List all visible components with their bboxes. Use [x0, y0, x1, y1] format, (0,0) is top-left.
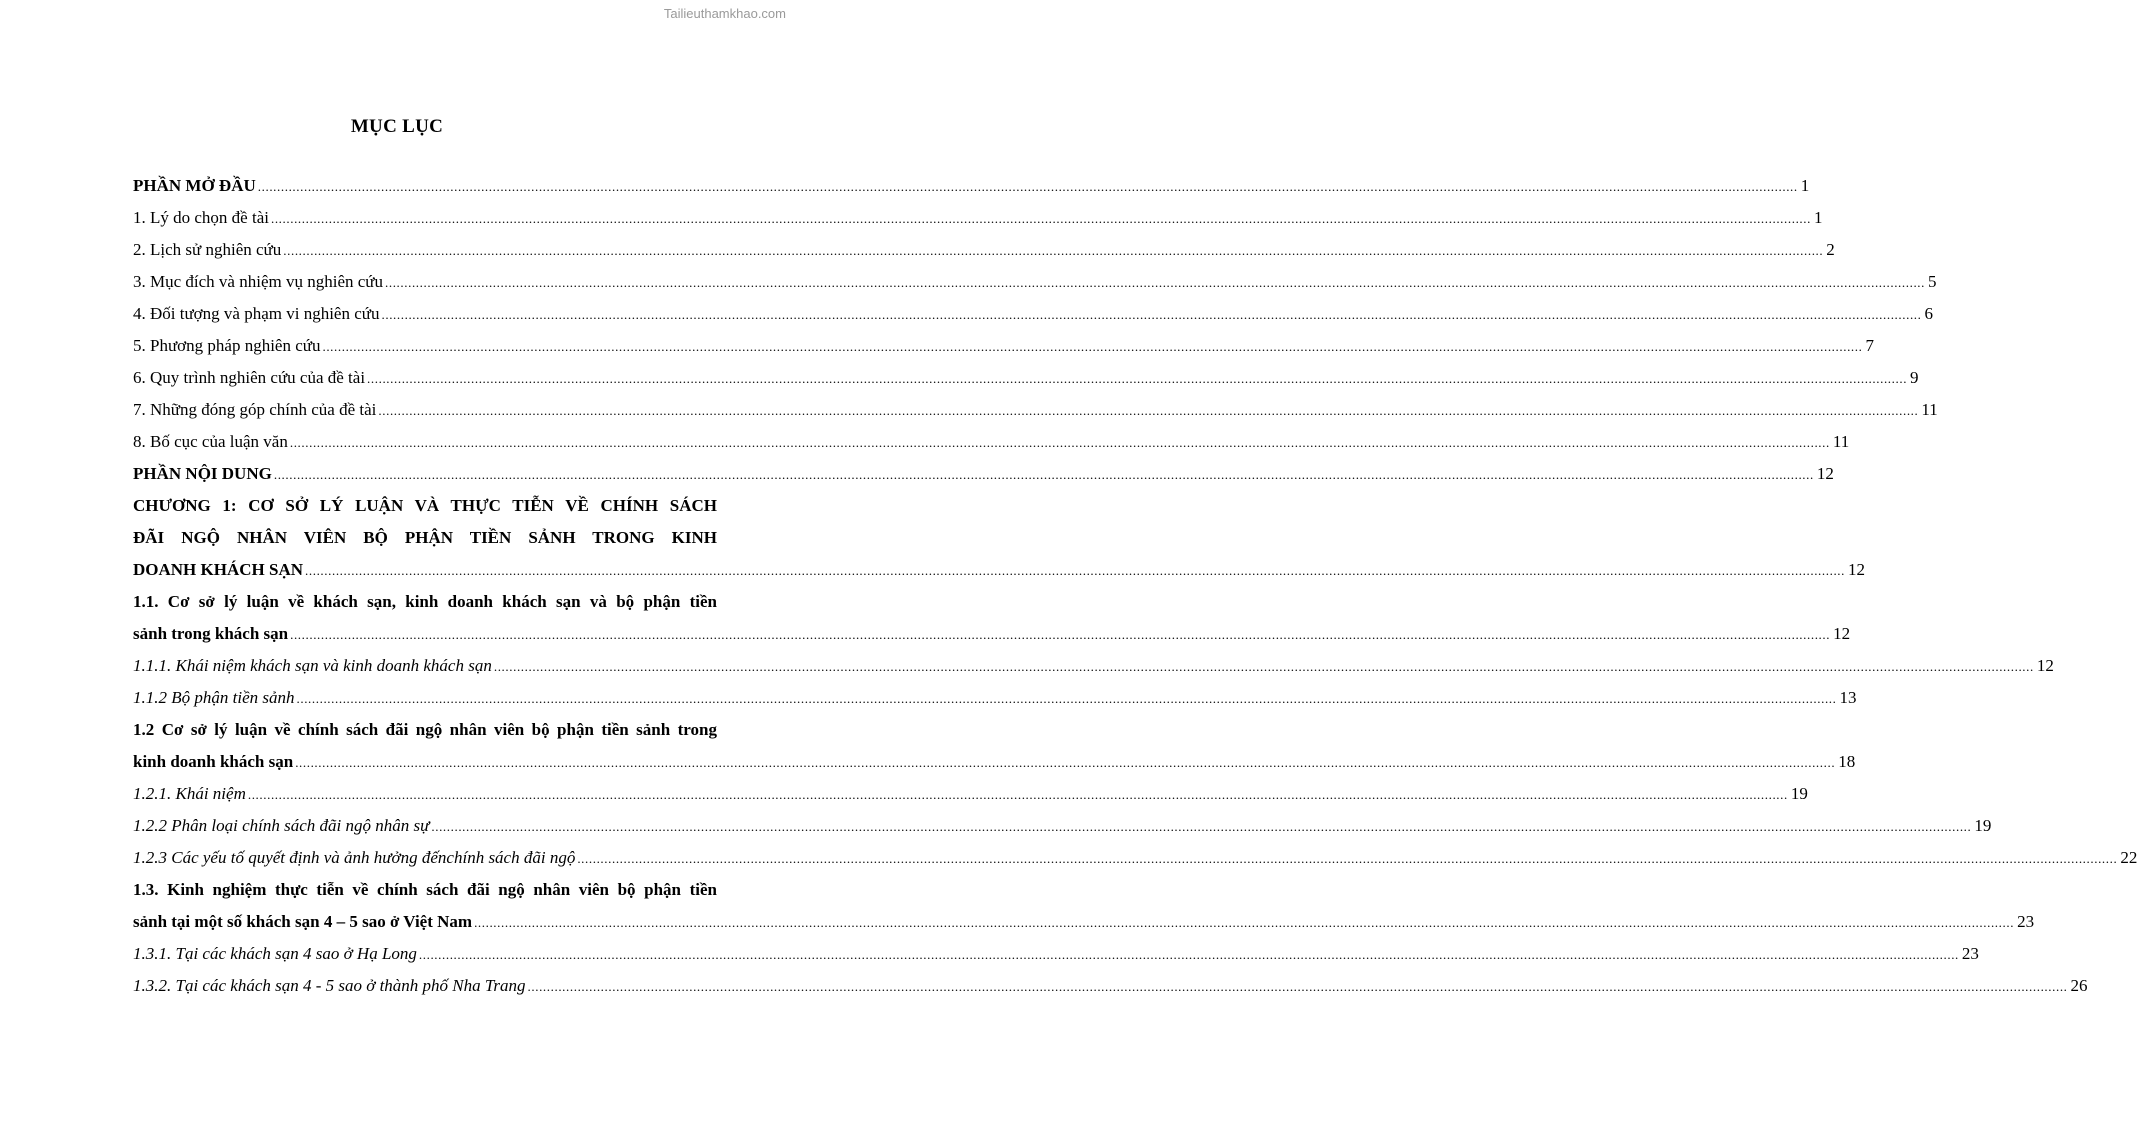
toc-entry-line: ĐÃI NGỘ NHÂN VIÊN BỘ PHẬN TIỀN SẢNH TRONG KINH [133, 528, 717, 547]
toc-entry[interactable] [133, 714, 1856, 778]
toc-entry-label: PHẦN MỞ ĐẦU [133, 176, 256, 195]
toc-entry-row [133, 842, 2137, 874]
toc-entry[interactable] [133, 458, 1834, 490]
toc-entry-label: DOANH KHÁCH SẠN [133, 560, 304, 579]
toc-entry[interactable] [133, 362, 1919, 394]
toc-entry-label: 1.1.1. Khái niệm khách sạn và kinh doanh khách sạn [133, 656, 492, 675]
toc-page-number: 12 [1816, 464, 1834, 483]
toc-entry[interactable] [133, 810, 1992, 842]
toc-entry[interactable] [133, 842, 2137, 874]
toc-entry-row [133, 970, 2088, 1002]
toc-leader-dots: ................................................................................................................................................................................................................................................................................................................................................................................................................ [322, 339, 1863, 354]
toc-entry[interactable] [133, 234, 1835, 266]
toc-entry-row [133, 618, 1851, 650]
toc-page-number: 12 [1833, 624, 1851, 643]
toc-page-number: 12 [1848, 560, 1866, 579]
toc-entry-label: 1.2.3 Các yếu tố quyết định và ảnh hưởng đếnchính sách đãi ngộ [133, 848, 576, 867]
toc-entry-label: 3. Mục đích và nhiệm vụ nghiên cứu [133, 272, 383, 291]
toc-entry-label: 1.2.2 Phân loại chính sách đãi ngộ nhân sự [133, 816, 430, 835]
toc-entry-line: 1.2 Cơ sở lý luận về chính sách đãi ngộ nhân viên bộ phận tiền sảnh trong [133, 720, 717, 739]
toc-leader-dots: ................................................................................................................................................................................................................................................................................................................................................................................................................ [270, 211, 1811, 226]
toc-entry-row [133, 330, 1874, 362]
toc-entry-label: 7. Những đóng góp chính của đề tài [133, 400, 377, 419]
toc-entry-row [133, 426, 1850, 458]
toc-leader-dots: ................................................................................................................................................................................................................................................................................................................................................................................................................ [296, 691, 1837, 706]
toc-page-number: 5 [1928, 272, 1937, 291]
toc-entry-label: 1.3.1. Tại các khách sạn 4 sao ở Hạ Long [133, 944, 417, 963]
toc-leader-dots: ................................................................................................................................................................................................................................................................................................................................................................................................................ [283, 243, 1824, 258]
toc-entry[interactable] [133, 874, 2035, 938]
toc-entry[interactable] [133, 490, 1866, 586]
toc-entry-label: 1. Lý do chọn đề tài [133, 208, 269, 227]
toc-leader-dots: ................................................................................................................................................................................................................................................................................................................................................................................................................ [378, 403, 1919, 418]
toc-entry-label: 6. Quy trình nghiên cứu của đề tài [133, 368, 366, 387]
toc-entry[interactable] [133, 266, 1937, 298]
toc-entry-label: sảnh trong khách sạn [133, 624, 289, 643]
toc-page-number: 11 [1921, 400, 1938, 419]
toc-entry-row [133, 170, 1810, 202]
toc-entry-label: 4. Đối tượng và phạm vi nghiên cứu [133, 304, 380, 323]
toc-page-number: 19 [1974, 816, 1992, 835]
toc-entry[interactable] [133, 650, 2054, 682]
toc-entry-label: 1.1.2 Bộ phận tiền sảnh [133, 688, 295, 707]
table-of-contents [133, 170, 2137, 1002]
toc-entry-row [133, 778, 1808, 810]
toc-entry-row [133, 682, 1857, 714]
toc-entry-row [133, 938, 1979, 970]
toc-entry-line: 1.3. Kinh nghiệm thực tiễn về chính sách đãi ngộ nhân viên bộ phận tiền [133, 880, 717, 899]
toc-entry[interactable] [133, 938, 1979, 970]
toc-entry-row [133, 362, 1919, 394]
toc-entry-row [133, 458, 1834, 490]
toc-entry[interactable] [133, 426, 1850, 458]
toc-page-number: 26 [2070, 976, 2088, 995]
toc-entry[interactable] [133, 586, 1851, 650]
toc-leader-dots: ................................................................................................................................................................................................................................................................................................................................................................................................................ [418, 947, 1959, 962]
toc-entry-row [133, 266, 1937, 298]
toc-leader-dots: ................................................................................................................................................................................................................................................................................................................................................................................................................ [367, 371, 1908, 386]
toc-entry-label: 1.3.2. Tại các khách sạn 4 - 5 sao ở thành phố Nha Trang [133, 976, 526, 995]
page-title: MỤC LỤC [350, 116, 444, 137]
toc-page-number: 6 [1924, 304, 1933, 323]
toc-entry-label: PHẦN NỘI DUNG [133, 464, 272, 483]
toc-entry[interactable] [133, 394, 1938, 426]
toc-entry-row [133, 810, 1992, 842]
toc-page-number: 2 [1826, 240, 1835, 259]
toc-entry-label: 2. Lịch sử nghiên cứu [133, 240, 282, 259]
toc-page-number: 13 [1839, 688, 1857, 707]
toc-entry-row [133, 394, 1938, 426]
toc-leader-dots: ................................................................................................................................................................................................................................................................................................................................................................................................................ [295, 755, 1836, 770]
toc-page-number: 19 [1790, 784, 1808, 803]
toc-page-number: 9 [1910, 368, 1919, 387]
toc-entry-row [133, 650, 2054, 682]
toc-leader-dots: ................................................................................................................................................................................................................................................................................................................................................................................................................ [289, 435, 1830, 450]
toc-page-number: 12 [2036, 656, 2054, 675]
toc-entry[interactable] [133, 778, 1808, 810]
toc-leader-dots: ................................................................................................................................................................................................................................................................................................................................................................................................................ [305, 563, 1846, 578]
toc-entry-row [133, 202, 1823, 234]
toc-entry-row [133, 234, 1835, 266]
toc-page-number: 7 [1865, 336, 1874, 355]
toc-page-number: 23 [1961, 944, 1979, 963]
toc-entry[interactable] [133, 682, 1857, 714]
toc-leader-dots: ................................................................................................................................................................................................................................................................................................................................................................................................................ [257, 179, 1798, 194]
toc-entry-label: kinh doanh khách sạn [133, 752, 294, 771]
watermark: Tailieuthamkhao.com [663, 6, 786, 21]
toc-leader-dots: ................................................................................................................................................................................................................................................................................................................................................................................................................ [247, 787, 1788, 802]
toc-page-number: 1 [1800, 176, 1810, 195]
toc-entry-row [133, 298, 1933, 330]
toc-entry[interactable] [133, 298, 1933, 330]
toc-page-number: 11 [1832, 432, 1850, 451]
toc-leader-dots: ................................................................................................................................................................................................................................................................................................................................................................................................................ [273, 467, 1814, 482]
toc-entry-row [133, 906, 2035, 938]
toc-leader-dots: ................................................................................................................................................................................................................................................................................................................................................................................................................ [385, 275, 1925, 290]
toc-entry-label: 1.2.1. Khái niệm [133, 784, 246, 803]
toc-entry-row [133, 746, 1856, 778]
toc-leader-dots: ................................................................................................................................................................................................................................................................................................................................................................................................................ [290, 627, 1831, 642]
toc-page-number: 23 [2017, 912, 2035, 931]
toc-entry[interactable] [133, 330, 1874, 362]
toc-leader-dots: ................................................................................................................................................................................................................................................................................................................................................................................................................ [493, 659, 2034, 674]
toc-leader-dots: ................................................................................................................................................................................................................................................................................................................................................................................................................ [474, 915, 2015, 930]
toc-leader-dots: ................................................................................................................................................................................................................................................................................................................................................................................................................ [577, 851, 2118, 866]
toc-page-number: 1 [1813, 208, 1823, 227]
toc-entry-line: CHƯƠNG 1: CƠ SỞ LÝ LUẬN VÀ THỰC TIỄN VỀ CHÍNH SÁCH [133, 496, 717, 515]
toc-leader-dots: ................................................................................................................................................................................................................................................................................................................................................................................................................ [431, 819, 1972, 834]
toc-entry[interactable] [133, 202, 1823, 234]
toc-page-number: 22 [2120, 848, 2137, 867]
toc-entry-label: sảnh tại một số khách sạn 4 – 5 sao ở Việt Nam [133, 912, 473, 931]
toc-leader-dots: ................................................................................................................................................................................................................................................................................................................................................................................................................ [527, 979, 2068, 994]
toc-entry[interactable] [133, 970, 2088, 1002]
toc-leader-dots: ................................................................................................................................................................................................................................................................................................................................................................................................................ [381, 307, 1922, 322]
toc-page-number: 18 [1838, 752, 1856, 771]
toc-entry-label: 8. Bố cục của luận văn [133, 432, 288, 451]
toc-entry-line: 1.1. Cơ sở lý luận về khách sạn, kinh doanh khách sạn và bộ phận tiền [133, 592, 717, 611]
toc-entry[interactable] [133, 170, 1810, 202]
toc-entry-label: 5. Phương pháp nghiên cứu [133, 336, 321, 355]
toc-entry-row [133, 554, 1866, 586]
